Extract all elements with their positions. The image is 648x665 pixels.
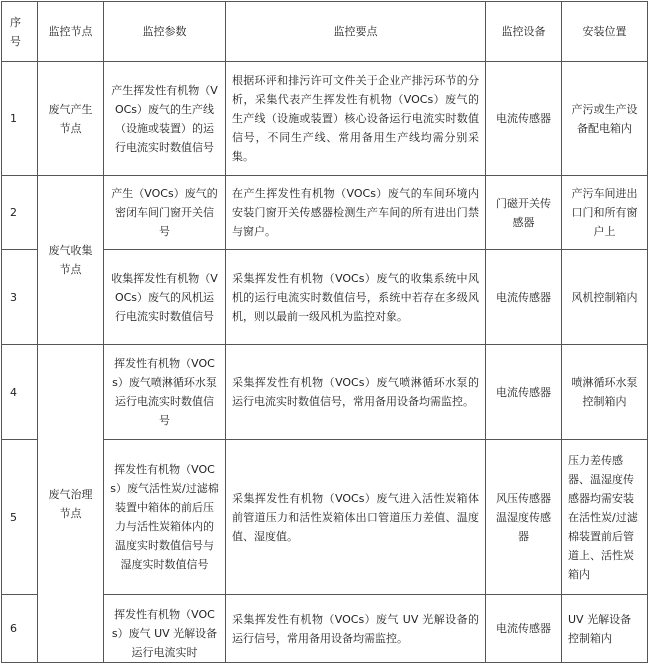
params-cell: 收集挥发性有机物（VOCs）废气的风机运行电流实时数值信号 (104, 250, 226, 345)
params-cell: 挥发性有机物（VOCs）废气喷淋循环水泵运行电流实时数值信号 (104, 345, 226, 440)
header-points: 监控要点 (226, 2, 486, 62)
params-cell: 产生挥发性有机物（VOCs）废气的生产线（设施或装置）的运行电流实时数值信号 (104, 62, 226, 176)
params-text: 挥发性有机物（VOCs）废气 UV 光解设备运行电流实时 (111, 608, 218, 659)
header-seq: 序号 (2, 2, 38, 62)
points-cell: 采集挥发性有机物（VOCs）废气 UV 光解设备的运行信号，常用备用设备均需监控。 (226, 595, 486, 663)
device-cell: 电流传感器 (486, 595, 562, 663)
params-cell (104, 595, 226, 663)
table-row (2, 345, 648, 440)
node-cell: 废气收集节点 (38, 176, 104, 345)
row-seq: 6 (2, 595, 38, 663)
points-cell: 在产生挥发性有机物（VOCs）废气的车间环境内安装门窗开关传感器检测生产车间的所有进出门禁与窗户。 (226, 176, 486, 250)
location-cell: 产污或生产设备配电箱内 (562, 62, 648, 176)
device-cell: 电流传感器 (486, 345, 562, 440)
device-cell (486, 440, 562, 595)
location-cell: 压力差传感器、温湿度传感器均需安装在活性炭/过滤棉装置前后管道上、活性炭箱内 (562, 440, 648, 595)
node-cell: 废气产生节点 (38, 62, 104, 176)
device-pressure: 风压传感器 (496, 491, 551, 505)
row-seq: 1 (2, 62, 38, 176)
table-row (2, 62, 648, 176)
row-seq: 3 (2, 250, 38, 345)
monitoring-table (1, 1, 648, 663)
header-location: 安装位置 (562, 2, 648, 62)
row-seq: 2 (2, 176, 38, 250)
node-cell: 废气治理节点 (38, 345, 104, 663)
points-cell: 根据环评和排污许可文件关于企业产排污环节的分析，采集代表产生挥发性有机物（VOCs）废气的生产线（设施或装置）核心设备运行电流实时数值信号，不同生产线、常用备用生产线均需分别采集。 (226, 62, 486, 176)
params-cell: 挥发性有机物（VOCs）废气活性炭/过滤棉装置中箱体的前后压力与活性炭箱体内的温度实时数值信号与湿度实时数值信号 (104, 440, 226, 595)
points-cell: 采集挥发性有机物（VOCs）废气喷淋循环水泵的运行电流实时数值信号，常用备用设备均需监控。 (226, 345, 486, 440)
header-device: 监控设备 (486, 2, 562, 62)
row-seq: 4 (2, 345, 38, 440)
params-cell: 产生（VOCs）废气的密闭车间门窗开关信号 (104, 176, 226, 250)
header-node: 监控节点 (38, 2, 104, 62)
device-cell: 电流传感器 (486, 62, 562, 176)
table-row (2, 176, 648, 250)
points-cell: 采集挥发性有机物（VOCs）废气进入活性炭箱体前管道压力和活性炭箱体出口管道压力差值、温度值、湿度值。 (226, 440, 486, 595)
header-params: 监控参数 (104, 2, 226, 62)
device-cell: 门磁开关传感器 (486, 176, 562, 250)
device-temp-humidity: 温湿度传感器 (496, 510, 551, 543)
table-header-row (2, 2, 648, 62)
points-cell: 采集挥发性有机物（VOCs）废气的收集系统中风机的运行电流实时数值信号，系统中若存在多级风机，则以最前一级风机为监控对象。 (226, 250, 486, 345)
location-cell: 喷淋循环水泵控制箱内 (562, 345, 648, 440)
location-cell: 风机控制箱内 (562, 250, 648, 345)
row-seq: 5 (2, 440, 38, 595)
location-cell: UV 光解设备控制箱内 (562, 595, 648, 663)
location-cell: 产污车间进出口门和所有窗户上 (562, 176, 648, 250)
device-cell: 电流传感器 (486, 250, 562, 345)
